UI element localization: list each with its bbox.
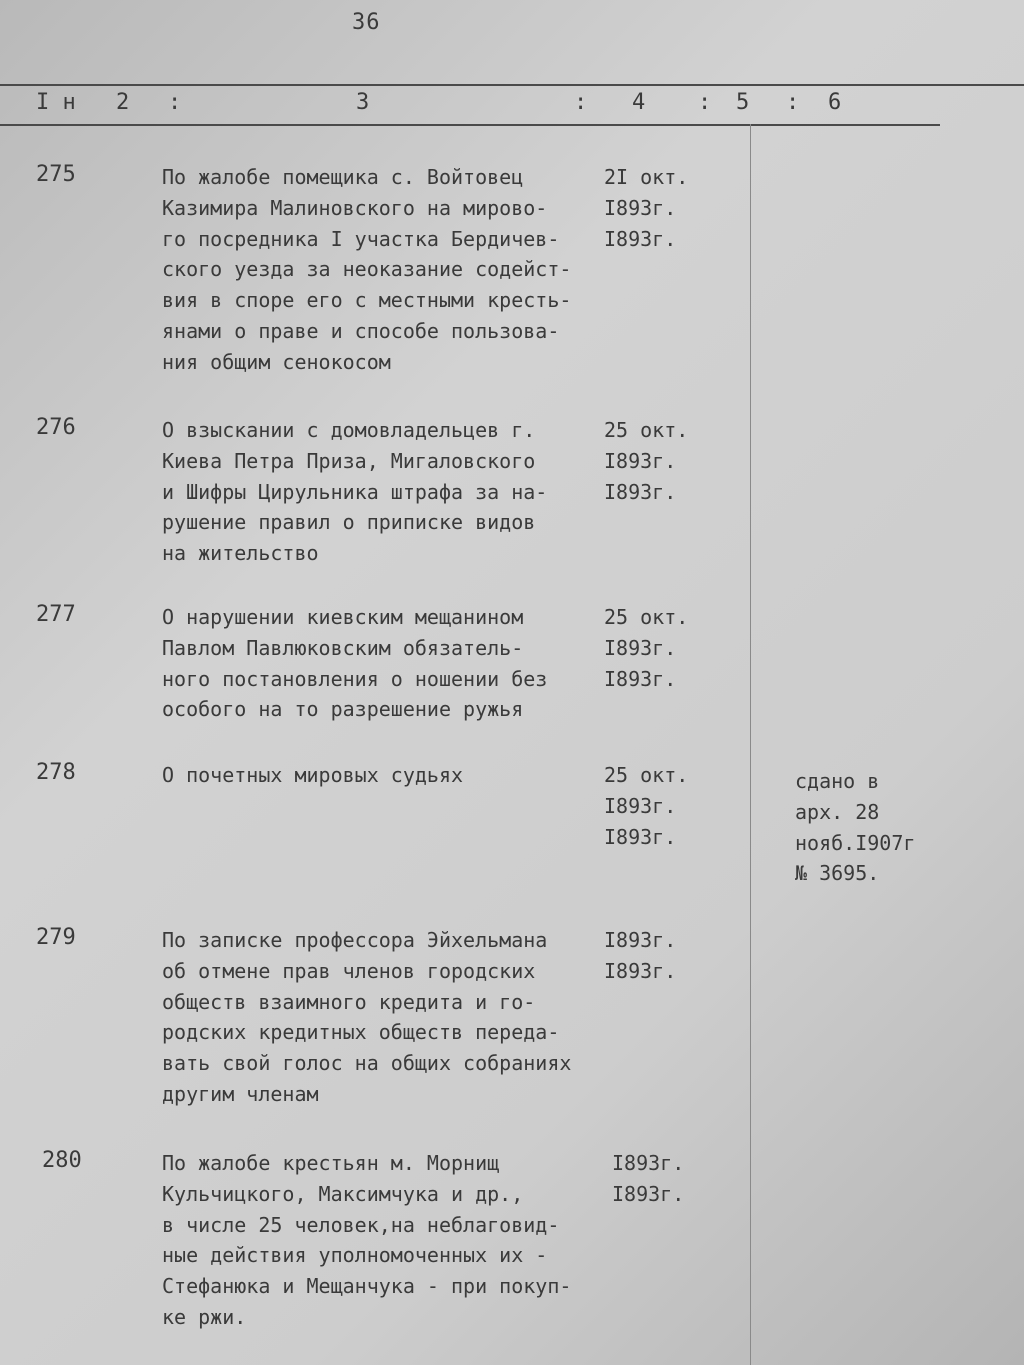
header-top-rule — [0, 84, 1024, 86]
entry-number: 280 — [42, 1148, 82, 1173]
column-divider — [750, 124, 751, 1365]
column-header-3: 3 — [356, 90, 370, 115]
entry-description: По жалобе помещика с. Войтовец Казимира Малиновского на мирово- го посредника I участка Бердичев- ского уезда за неоказание содейст- вия в споре его с местными кресть- янами о праве и способе пользова- ния общим сенокосом — [162, 165, 572, 374]
column-separator: : — [786, 90, 800, 115]
column-header-6: 6 — [828, 90, 842, 115]
entry-description: По жалобе крестьян м. Морнищ Кульчицкого, Максимчука и др., в числе 25 человек,на неблаговид- ные действия уполномоченных их - Стефанюка и Мещанчука - при покуп- ке ржи. — [162, 1151, 572, 1329]
entry-number: 275 — [36, 162, 76, 187]
header-bottom-rule — [0, 124, 940, 126]
entry-description: О взыскании с домовладельцев г. Киева Петра Приза, Мигаловского и Шифры Цирульника штрафа за на- рушение правил о приписке видов на жительство — [162, 418, 548, 566]
entry-archive-note: сдано в арх. 28 нояб.I907г № 3695. — [795, 769, 916, 886]
entry-number: 279 — [36, 925, 76, 950]
entry-description: О нарушении киевским мещанином Павлом Павлюковским обязатель- ного постановления о ношении без особого на то разрешение ружья — [162, 605, 548, 722]
entry-number: 277 — [36, 602, 76, 627]
column-header-1: I н — [36, 90, 76, 115]
entry-dates: 25 окт. I893г. I893г. — [604, 763, 689, 849]
entry-description: О почетных мировых судьях — [162, 763, 464, 787]
column-header-5: 5 — [736, 90, 750, 115]
column-separator: : — [574, 90, 588, 115]
column-header-2: 2 — [116, 90, 130, 115]
entry-description: По записке профессора Эйхельмана об отмене прав членов городских обществ взаимного кредита и го- родских кредитных обществ переда- вать свой голос на общих собраниях другим членам — [162, 928, 572, 1106]
column-separator: : — [698, 90, 712, 115]
entry-number: 278 — [36, 760, 76, 785]
page-number: 36 — [352, 10, 381, 35]
entry-dates: I893г. I893г. — [604, 928, 677, 983]
entry-dates: I893г. I893г. — [612, 1151, 685, 1206]
entry-dates: 2I окт. I893г. I893г. — [604, 165, 689, 251]
column-separator: : — [168, 90, 182, 115]
entry-dates: 25 окт. I893г. I893г. — [604, 418, 689, 504]
entry-number: 276 — [36, 415, 76, 440]
entry-dates: 25 окт. I893г. I893г. — [604, 605, 689, 691]
column-header-4: 4 — [632, 90, 646, 115]
